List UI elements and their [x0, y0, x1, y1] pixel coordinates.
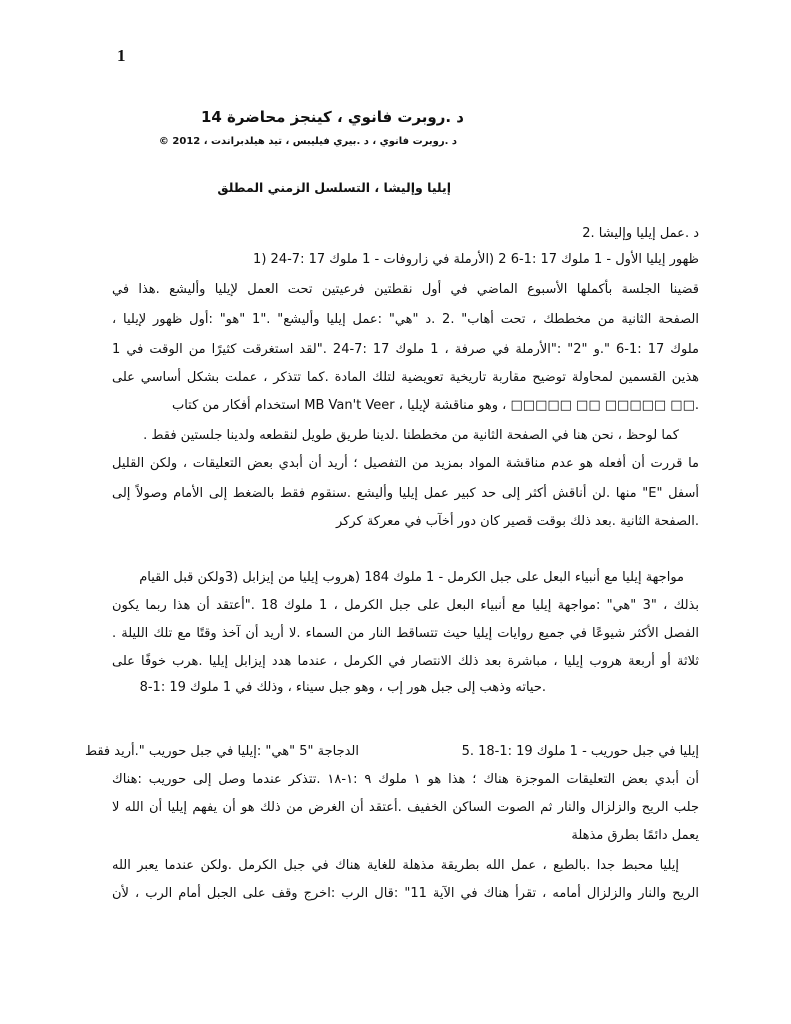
paragraph-3-line: الفصل الأكثر شيوعًا في جميع روايات إيليا حيث تتساقط النار من السماء .لا أريد أن آخذ وقتًا مع تلك الليلة .: [112, 626, 699, 641]
paragraph-5-line: إيليا محبط جدا .بالطبع ، عمل الله بطريقة مذهلة للغاية هناك في جبل الكرمل .ولكن عندما يعبر الله: [112, 858, 679, 873]
paragraph-3-line: .حياته وذهب إلى جبل هور إب ، وهو جبل سيناء ، وذلك في 1 ملوك 19 :1-8: [139, 680, 546, 695]
paragraph-2-line: كما لوحظ ، نحن هنا في الصفحة الثانية من مخططنا .لدينا طريق طويل لنقطعه ولدينا جلستين فقط .: [143, 428, 679, 443]
paragraph-1-line: .□□ □□□□□ □□ □□□□□ ، وهو مناقشة لإيليا ، MB Van't Veer استخدام أفكار من كتاب: [171, 398, 699, 413]
section-heading: د .عمل إيليا وإليشا .2: [582, 226, 699, 241]
paragraph-3-line: بذلك ، "3 "هي" :مواجهة إيليا مع أنبياء البعل على جبل الكرمل ، 1 ملوك 18 ."أعتقد أن هذا ربما يكون: [112, 598, 699, 613]
paragraph-2-line: أسفل "E" منها .لن أناقش أكثر إلى حد كبير عمل إيليا وأليشع .سنقوم فقط بالضغط إلى الأمام وصولاً إلى: [112, 486, 699, 501]
paragraph-4-heading-left: الدجاجة "5 "هي" :إيليا في جبل حوريب ".أريد فقط: [84, 744, 359, 759]
paragraph-4-line: جلب الريح والزلزال والنار ثم الصوت الساكن الخفيف .أعتقد أن الغرض من ذلك هو أن يفهم إيليا أن الله لا: [112, 800, 699, 815]
paragraph-1-line: هذين القسمين لمحاولة توضيح مقاربة تاريخية تعويضية لتلك المادة .كما تتذكر ، عملت بشكل أساسي على: [112, 370, 699, 385]
page-number: 1: [117, 46, 126, 65]
paragraph-1-line: الصفحة الثانية من مخططك ، تحت أهاب" .2 .د "هي" :عمل إيليا وأليشع" ."1 "هو" :أول ظهور لإيليا ،: [112, 312, 699, 327]
document-subtitle: إيليا وإليشا ، التسلسل الزمني المطلق: [217, 180, 451, 195]
paragraph-2-line: ما قررت أن أفعله هو عدم مناقشة المواد بمزيد من التفصيل ؛ أريد أن أبدي بعض التعليقات ، ولكن القليل: [112, 456, 699, 471]
document-title: د .روبرت فانوي ، كينجز محاضرة 14: [200, 108, 464, 126]
subsection-heading-1: ظهور إيليا الأول - 1 ملوك 17 :1-6 2 (الأرملة في زاروفات - 1 ملوك 17 :7-24 (1: [253, 252, 699, 267]
paragraph-1-line: قضينا الجلسة بأكملها الأسبوع الماضي في أول نقطتين فرعيتين تحت العمل لإيليا وأليشع .هذا في: [112, 282, 699, 297]
paragraph-2-line: .الصفحة الثانية .بعد ذلك بوقت قصير كان دور أخآب في معركة كركر: [335, 514, 699, 529]
paragraph-1-line: ملوك 17 :1-6 ".و "2" :"الأرملة في صرفة ، 1 ملوك 17 :7-24 ."لقد استغرقت كثيرًا من الوقت في 1: [112, 342, 700, 357]
paragraph-4-line: أن أبدي بعض التعليقات الموجزة هناك ؛ هذا هو ١ ملوك ٩ :١-١٨ .تتذكر عندما وصل إلى حوريب :هناك: [112, 772, 699, 787]
paragraph-3-line: ثلاثة أو أربعة هروب إيليا ، مباشرة بعد ذلك الانتصار في الكرمل ، عندما هدد إيزابل إيليا .هرب خوفًا على: [112, 654, 699, 669]
paragraph-4-line: يعمل دائمًا بطرق مذهلة: [571, 828, 699, 843]
paragraph-5-line: الريح والنار والزلزال أمامه ، تقرأ هناك في الآية 11" :قال الرب :اخرج وقف على الجبل أمام الرب ، لأن: [112, 886, 700, 901]
paragraph-3-line: مواجهة إيليا مع أنبياء البعل على جبل الكرمل - 1 ملوك 184 (هروب إيليا من إيزابل (3ولكن قبل القيام: [139, 570, 684, 585]
document-authors: د .روبرت فانوي ، د .بيري فيليبس ، تيد هيلدبراندت ، 2012 ©: [158, 136, 457, 147]
paragraph-4-heading-right: إيليا في جبل حوريب - 1 ملوك 19 :1-18 .5: [461, 744, 699, 759]
